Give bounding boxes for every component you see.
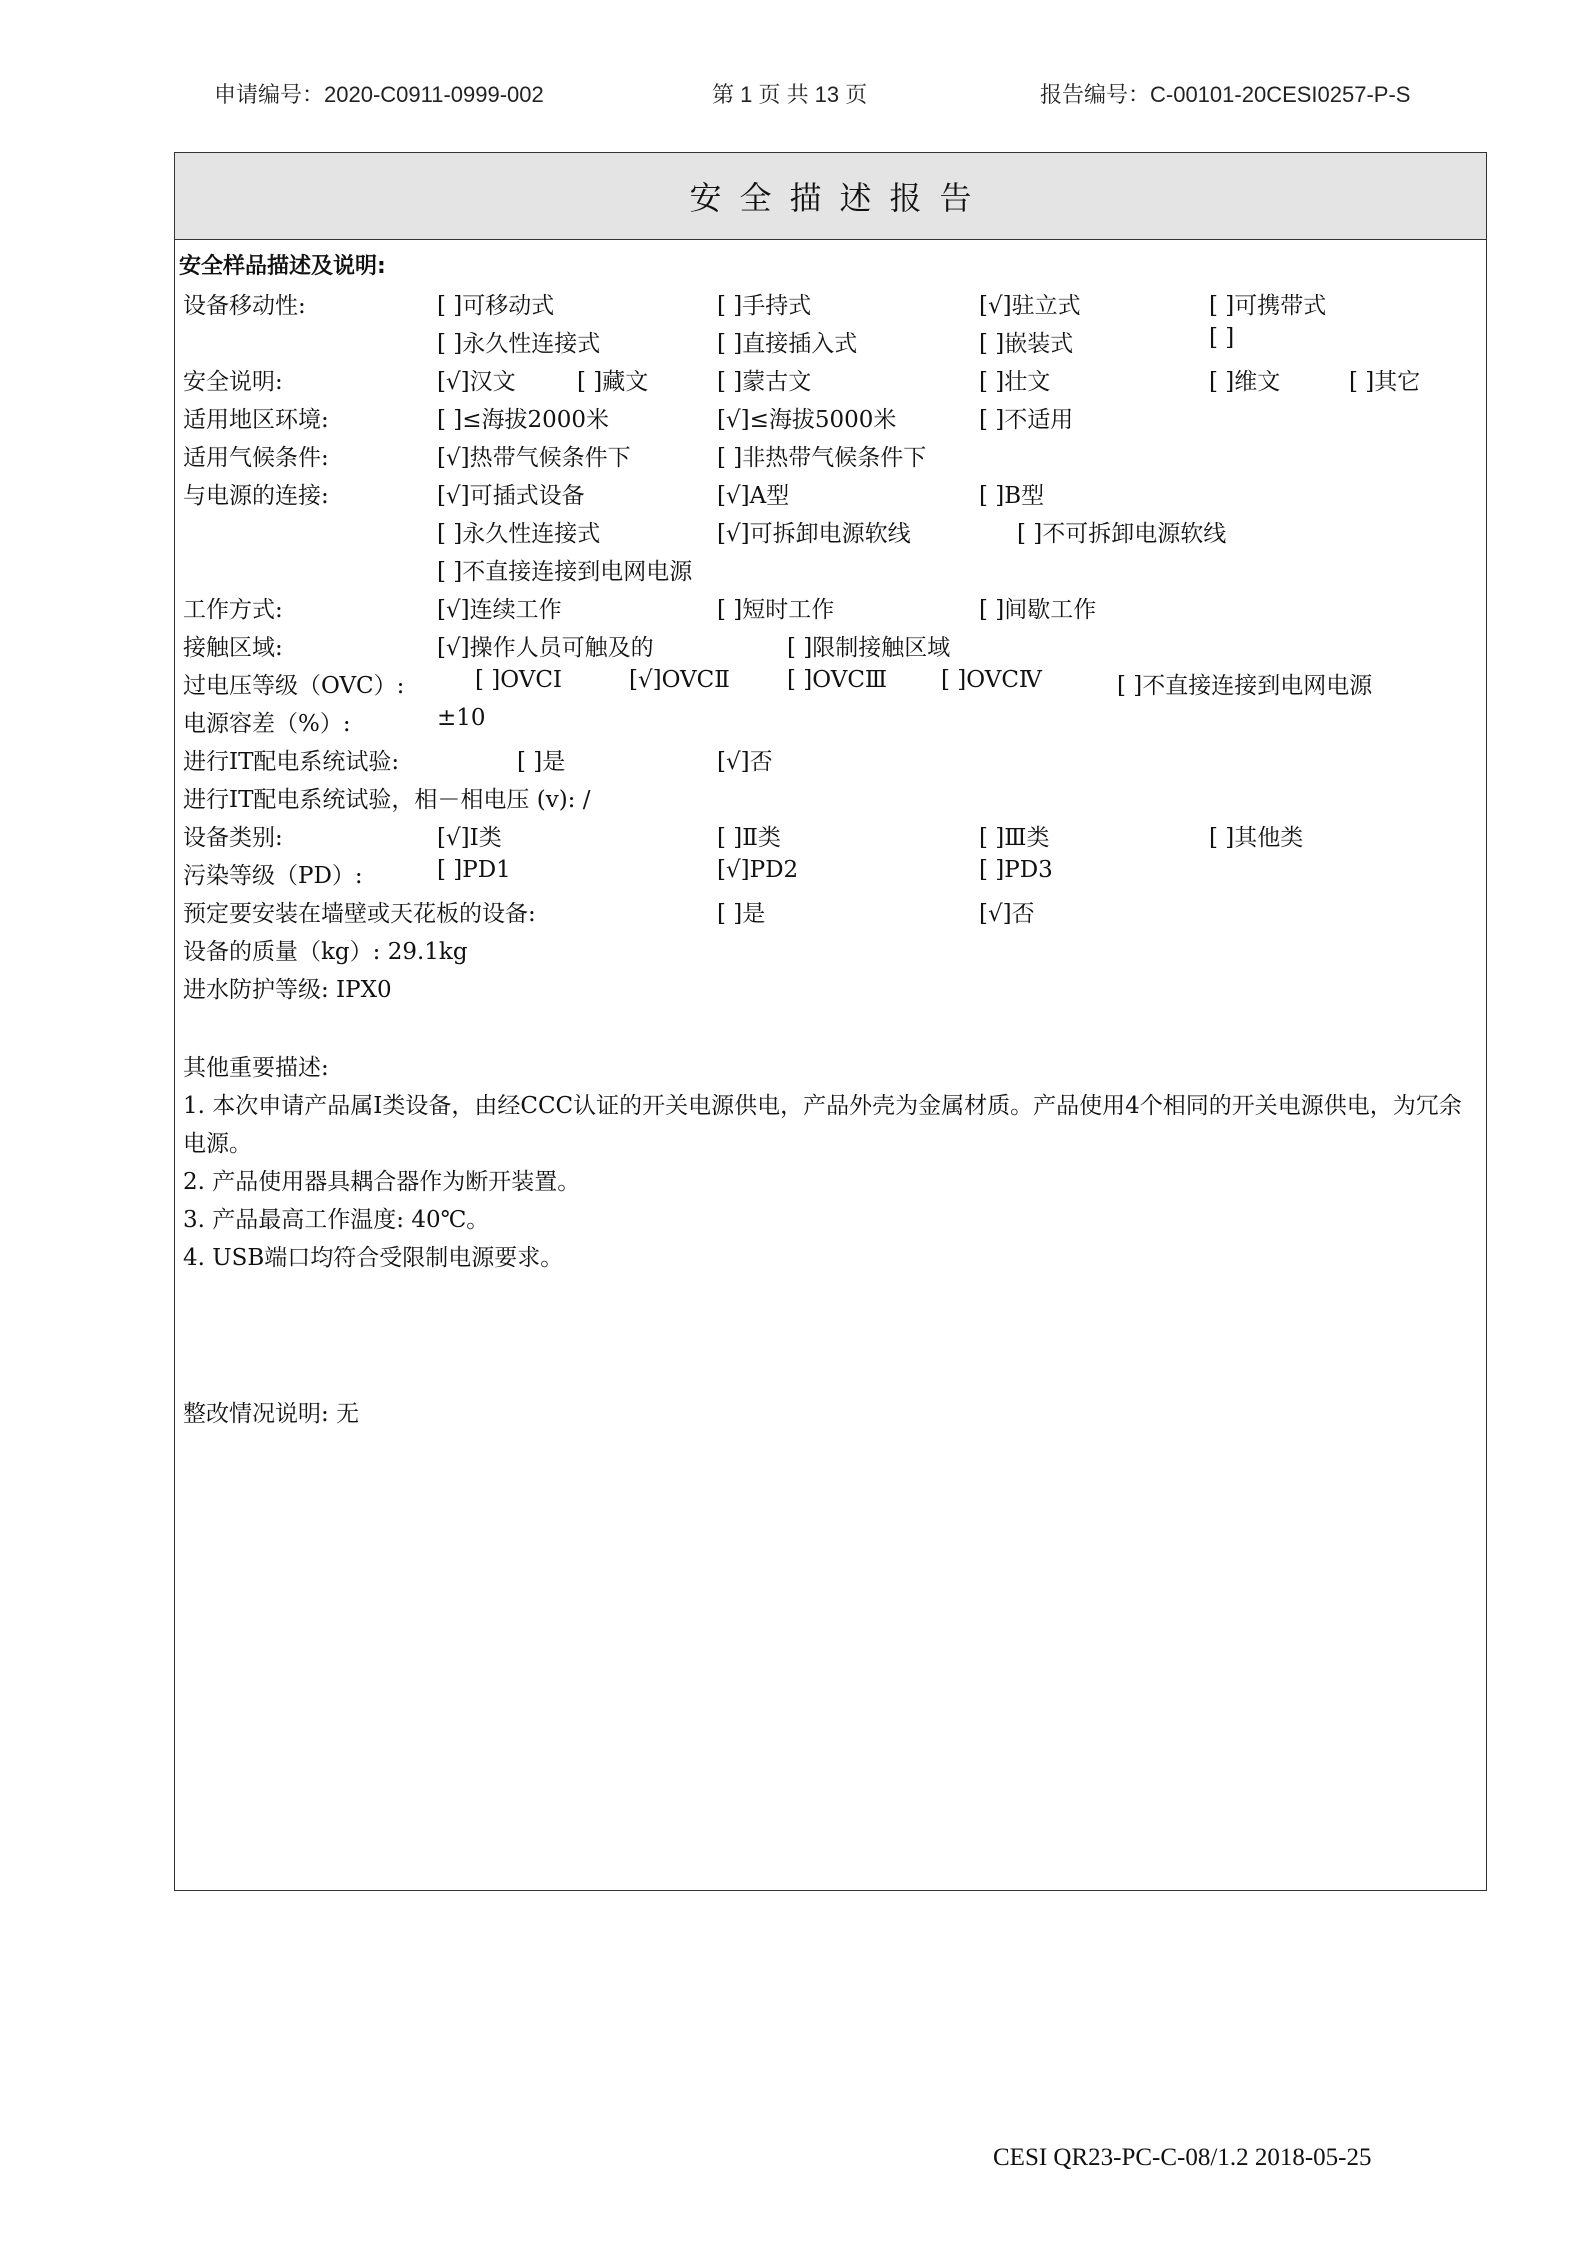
option-portable: [ ]可携带式 (1209, 293, 1327, 319)
report-frame (174, 152, 1487, 1891)
page-indicator: 第 1 页 共 13 页 (712, 82, 868, 107)
row-connection-3 (179, 553, 1486, 591)
option-type-b: [ ]B型 (979, 483, 1045, 509)
option-pd3: [ ]PD3 (979, 857, 1053, 883)
row-pollution (179, 857, 1486, 895)
option-stationary: [√]驻立式 (979, 293, 1081, 319)
label-tolerance: 电源容差（%）: (183, 711, 351, 737)
label-safety-language: 安全说明: (183, 369, 283, 395)
option-pluggable: [√]可插式设备 (437, 483, 585, 509)
other-heading: 其他重要描述: (183, 1055, 329, 1081)
row-connection-2 (179, 515, 1486, 553)
option-non-tropical: [ ]非热带气候条件下 (717, 445, 927, 471)
option-other-language: [ ]其它 (1349, 369, 1421, 395)
report-body (179, 249, 1486, 1890)
option-altitude-2000: [ ]≤海拔2000米 (437, 407, 610, 433)
option-it-yes: [ ]是 (517, 749, 566, 775)
label-class: 设备类别: (183, 825, 283, 851)
report-title: 安全描述报告 (689, 179, 990, 217)
option-altitude-5000: [√]≤海拔5000米 (717, 407, 897, 433)
option-intermittent: [ ]间歇工作 (979, 597, 1097, 623)
option-direct-plug: [ ]直接插入式 (717, 331, 858, 357)
section-heading: 安全样品描述及说明: (179, 254, 386, 279)
other-item-1: 1. 本次申请产品属Ⅰ类设备，由经CCC认证的开关电源供电，产品外壳为金属材质。产品使用4个相同的开关电源供电，为冗余电源。 (183, 1093, 1462, 1157)
label-access: 接触区域: (183, 635, 283, 661)
option-uyghur: [ ]维文 (1209, 369, 1281, 395)
row-altitude (179, 401, 1486, 439)
report-number: 报告编号：C-00101-20CESI0257-P-S (1040, 82, 1411, 107)
title-band (175, 153, 1486, 240)
option-it-no: [√]否 (717, 749, 773, 775)
option-class-1: [√]Ⅰ类 (437, 825, 502, 851)
option-movable: [ ]可移动式 (437, 293, 555, 319)
option-short-time: [ ]短时工作 (717, 597, 835, 623)
option-chinese: [√]汉文 (437, 369, 516, 395)
row-mobility-2 (179, 325, 1486, 363)
option-ovc-4: [ ]OVCⅣ (941, 667, 1042, 693)
option-tibetan: [ ]藏文 (577, 369, 649, 395)
text-it-voltage: 进行IT配电系统试验，相－相电压 (v): / (183, 787, 591, 813)
row-connection (179, 477, 1486, 515)
row-it-test (179, 743, 1486, 781)
application-number: 申请编号：2020-C0911-0999-002 (214, 82, 544, 107)
form-footer: CESI QR23-PC-C-08/1.2 2018-05-25 (993, 2144, 1372, 2171)
other-item-3: 3. 产品最高工作温度: 40℃。 (183, 1207, 490, 1233)
value-tolerance: ±10 (437, 705, 486, 731)
option-continuous: [√]连续工作 (437, 597, 562, 623)
option-non-detachable-cord: [ ]不可拆卸电源软线 (1017, 521, 1227, 547)
option-class-2: [ ]Ⅱ类 (717, 825, 781, 851)
row-mobility (179, 287, 1486, 325)
option-tropical: [√]热带气候条件下 (437, 445, 631, 471)
row-safety-language (179, 363, 1486, 401)
label-altitude: 适用地区环境: (183, 407, 329, 433)
option-handheld: [ ]手持式 (717, 293, 812, 319)
row-climate (179, 439, 1486, 477)
option-operator-access: [√]操作人员可触及的 (437, 635, 654, 661)
other-item-4: 4. USB端口均符合受限制电源要求。 (183, 1245, 564, 1271)
row-ip (179, 971, 1486, 1009)
label-connection: 与电源的连接: (183, 483, 329, 509)
option-built-in: [ ]嵌装式 (979, 331, 1074, 357)
label-pollution: 污染等级（PD）: (183, 863, 363, 889)
rectification-text: 整改情况说明: 无 (183, 1401, 360, 1427)
option-blank: [ ] (1209, 325, 1235, 351)
option-zhuang: [ ]壮文 (979, 369, 1051, 395)
row-tolerance (179, 705, 1486, 743)
other-heading-row (179, 1049, 1486, 1087)
option-ovc-1: [ ]OVCⅠ (475, 667, 563, 693)
option-permanent-connection: [ ]永久性连接式 (437, 521, 601, 547)
other-item-2: 2. 产品使用器具耦合器作为断开装置。 (183, 1169, 581, 1195)
option-not-mains-connected: [ ]不直接连接到电网电源 (437, 559, 693, 585)
option-permanent: [ ]永久性连接式 (437, 331, 601, 357)
option-restricted-access: [ ]限制接触区域 (787, 635, 951, 661)
label-it-test: 进行IT配电系统试验: (183, 749, 400, 775)
row-wall-mount (179, 895, 1486, 933)
text-mass: 设备的质量（kg）: 29.1kg (183, 939, 468, 965)
option-mongolian: [ ]蒙古文 (717, 369, 812, 395)
row-mass (179, 933, 1486, 971)
label-mobility: 设备移动性: (183, 293, 306, 319)
option-wall-no: [√]否 (979, 901, 1035, 927)
label-climate: 适用气候条件: (183, 445, 329, 471)
option-class-other: [ ]其他类 (1209, 825, 1304, 851)
label-wall-mount: 预定要安装在墙壁或天花板的设备: (183, 901, 536, 927)
option-class-3: [ ]Ⅲ类 (979, 825, 1050, 851)
rectification-row (179, 1395, 1486, 1433)
option-pd1: [ ]PD1 (437, 857, 511, 883)
option-ovc-not-mains: [ ]不直接连接到电网电源 (1117, 673, 1373, 699)
label-operation: 工作方式: (183, 597, 283, 623)
option-type-a: [√]A型 (717, 483, 790, 509)
row-it-voltage (179, 781, 1486, 819)
text-ip-rating: 进水防护等级: IPX0 (183, 977, 392, 1003)
option-pd2: [√]PD2 (717, 857, 799, 883)
option-altitude-na: [ ]不适用 (979, 407, 1074, 433)
option-wall-yes: [ ]是 (717, 901, 766, 927)
option-ovc-2: [√]OVCⅡ (629, 667, 730, 693)
row-operation (179, 591, 1486, 629)
row-access (179, 629, 1486, 667)
row-ovc (179, 667, 1486, 705)
option-ovc-3: [ ]OVCⅢ (787, 667, 888, 693)
row-class (179, 819, 1486, 857)
option-detachable-cord: [√]可拆卸电源软线 (717, 521, 911, 547)
label-ovc: 过电压等级（OVC）: (183, 673, 405, 699)
